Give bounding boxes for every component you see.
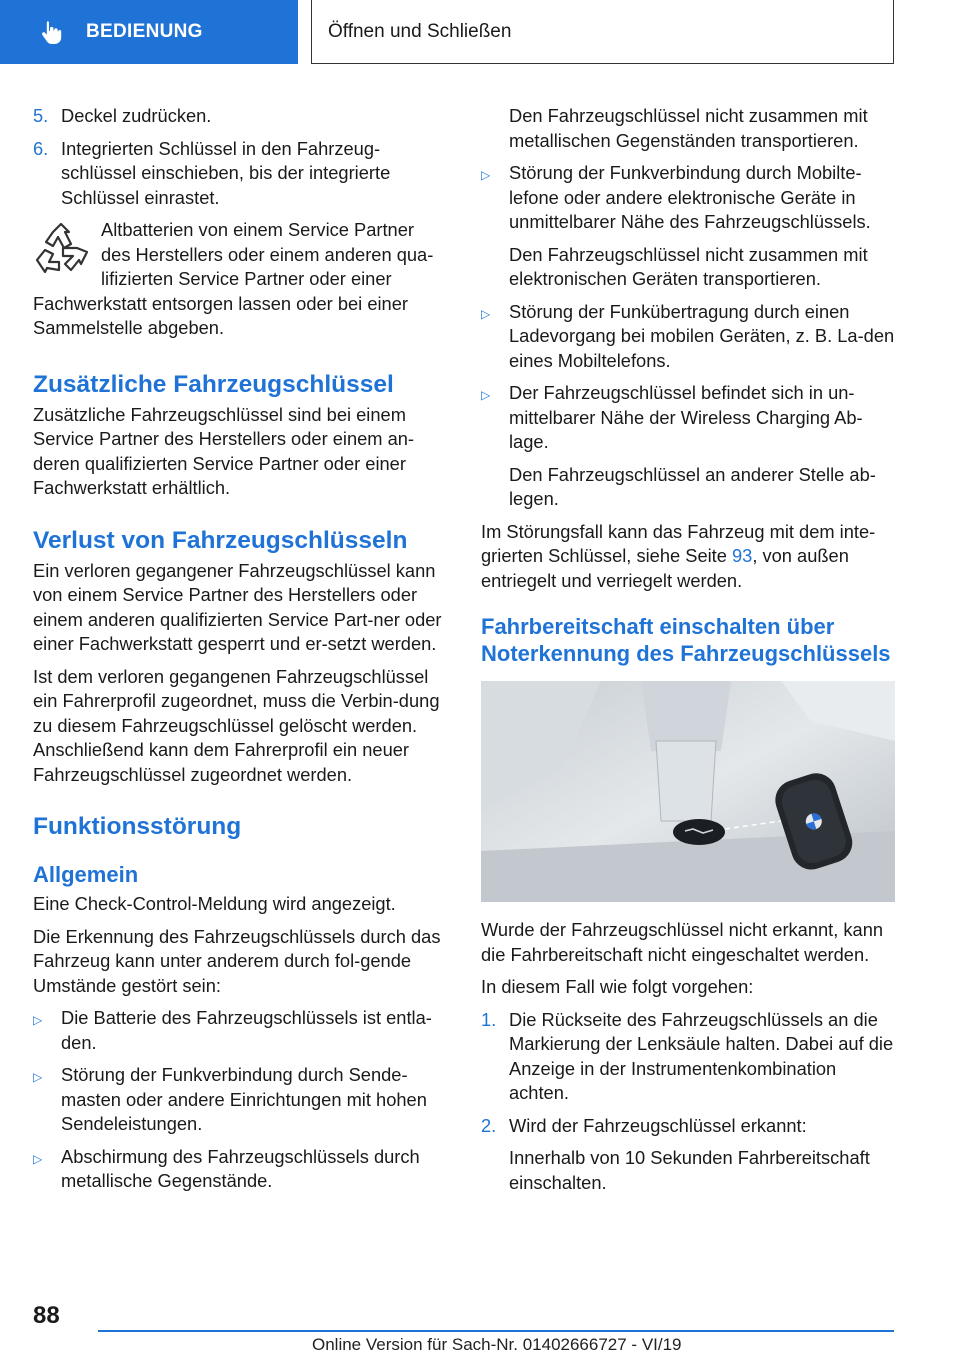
- recycle-note-text: Altbatterien von einem Service Partner des Herstellers oder einem anderen qua-lifizierten Service Partner oder einer Fachwerkstatt entsorgen lassen oder bei einer Sammelstelle abgeben.: [33, 219, 434, 338]
- bullet-text: Störung der Funkverbindung durch Sende-masten oder andere Einrichtungen mit hohen Sendeleistungen.: [61, 1064, 427, 1134]
- paragraph: In diesem Fall wie folgt vorgehen:: [481, 976, 754, 997]
- page-number: 88: [33, 1302, 60, 1329]
- paragraph: Den Fahrzeugschlüssel an anderer Stelle ab-legen.: [509, 463, 876, 509]
- triangle-bullet-icon: ▷: [33, 1070, 43, 1084]
- step-text: Deckel zudrücken.: [61, 105, 212, 126]
- list-item: [481, 381, 895, 455]
- left-column: [33, 104, 448, 1202]
- step-text: Die Rückseite des Fahrzeugschlüssels an die Markierung der Lenksäule halten. Dabei auf die Anzeige in der Instrumentenkombination achten.: [509, 1008, 894, 1103]
- hand-pointer-icon: [38, 19, 64, 45]
- page-link[interactable]: 93: [732, 545, 753, 566]
- bullet-text: Die Batterie des Fahrzeugschlüssels ist entla-den.: [61, 1007, 432, 1053]
- step-text: Wird der Fahrzeugschlüssel erkannt:: [509, 1114, 807, 1136]
- bullet-text: Störung der Funkverbindung durch Mobilte-lefone oder andere elektronische Geräte in unmittelbarer Nähe des Fahrzeugschlüssels.: [509, 162, 871, 232]
- heading-malfunction: Funktionsstörung: [33, 813, 242, 840]
- triangle-bullet-icon: ▷: [481, 388, 491, 402]
- paragraph: [481, 520, 895, 594]
- bullet-text: Störung der Funkübertragung durch einen Ladevorgang bei mobilen Geräten, z. B. La-den eines Mobiltelefons.: [509, 300, 895, 371]
- list-item: [33, 1006, 448, 1055]
- text: Im Störungsfall kann das Fahrzeug mit dem inte-grierten Schlüssel, siehe Seite: [481, 520, 876, 566]
- bullet-text: Der Fahrzeugschlüssel befindet sich in un-mittelbarer Nähe der Wireless Charging Ab-lage.: [509, 382, 863, 452]
- step-number: 5.: [33, 105, 49, 126]
- list-item: [481, 1114, 895, 1139]
- paragraph: Die Erkennung des Fahrzeugschlüssels durch das Fahrzeug kann unter anderem durch fol-gende Umstände gestört sein:: [33, 925, 441, 996]
- step-number: 2.: [481, 1114, 497, 1136]
- bullet-text: Abschirmung des Fahrzeugschlüssels durch metallische Gegenstände.: [61, 1145, 420, 1191]
- right-column: [481, 104, 895, 1203]
- paragraph: Ein verloren gegangener Fahrzeugschlüssel kann von einem Service Partner des Herstellers oder einem anderen qualifizierten Service Part-ner oder einer Fachwerkstatt gesperrt und er-setzt werden.: [33, 559, 442, 654]
- list-item: [481, 1008, 895, 1106]
- paragraph: Wurde der Fahrzeugschlüssel nicht erkannt, kann die Fahrbereitschaft nicht eingeschaltet werden.: [481, 919, 884, 965]
- list-item: [481, 161, 895, 235]
- page-header: [311, 0, 894, 64]
- paragraph: Ist dem verloren gegangenen Fahrzeugschlüssel ein Fahrerprofil zugeordnet, muss die Verbin-dung zu diesem Fahrzeugschlüssel gelöscht werden. Anschließend kann dem Fahrerprofil ein neuer Fahrzeugschlüssel zugeordnet werden.: [33, 665, 440, 785]
- section-tab[interactable]: [0, 0, 298, 64]
- paragraph: Innerhalb von 10 Sekunden Fahrbereitschaft einschalten.: [509, 1147, 870, 1193]
- recycle-note: [33, 218, 448, 341]
- steering-column-key-illustration: [481, 681, 895, 902]
- heading-extra-keys: Zusätzliche Fahrzeugschlüssel: [33, 370, 394, 398]
- step-number: 1.: [481, 1008, 497, 1030]
- footer-online-version: Online Version für Sach-Nr. 01402666727 - VI/19: [312, 1335, 682, 1354]
- footer-divider: [98, 1330, 894, 1332]
- list-item: [33, 137, 448, 211]
- paragraph: Eine Check-Control-Meldung wird angezeigt.: [33, 893, 396, 914]
- heading-general: Allgemein: [33, 862, 139, 887]
- step-text: Integrierten Schlüssel in den Fahrzeug-schlüssel einschieben, bis der integrierte Schlüssel einrastet.: [61, 137, 391, 208]
- triangle-bullet-icon: ▷: [33, 1151, 43, 1166]
- section-tab-label: BEDIENUNG: [86, 21, 203, 42]
- list-item: [33, 1063, 448, 1137]
- recycle-icon: [31, 220, 91, 280]
- list-item: [33, 104, 448, 129]
- triangle-bullet-icon: ▷: [33, 1013, 43, 1027]
- triangle-bullet-icon: ▷: [481, 168, 491, 182]
- list-item: [33, 1145, 448, 1194]
- heading-emergency-start: Fahrbereitschaft einschalten über Noterkennung des Fahrzeugschlüssels: [481, 614, 891, 666]
- list-item: [481, 300, 895, 374]
- paragraph: Zusätzliche Fahrzeugschlüssel sind bei einem Service Partner des Herstellers oder einem an-deren qualifizierten Service Partner oder einer Fachwerkstatt erhältlich.: [33, 403, 415, 498]
- heading-lost-keys: Verlust von Fahrzeugschlüsseln: [33, 526, 408, 554]
- text: , von außen entriegelt und verriegelt werden.: [481, 545, 849, 591]
- paragraph: Den Fahrzeugschlüssel nicht zusammen mit elektronischen Geräten transportieren.: [509, 243, 868, 289]
- paragraph: Den Fahrzeugschlüssel nicht zusammen mit metallischen Gegenständen transportieren.: [509, 105, 868, 151]
- page-title: Öffnen und Schließen: [328, 20, 512, 42]
- triangle-bullet-icon: ▷: [481, 306, 491, 321]
- step-number: 6.: [33, 137, 49, 159]
